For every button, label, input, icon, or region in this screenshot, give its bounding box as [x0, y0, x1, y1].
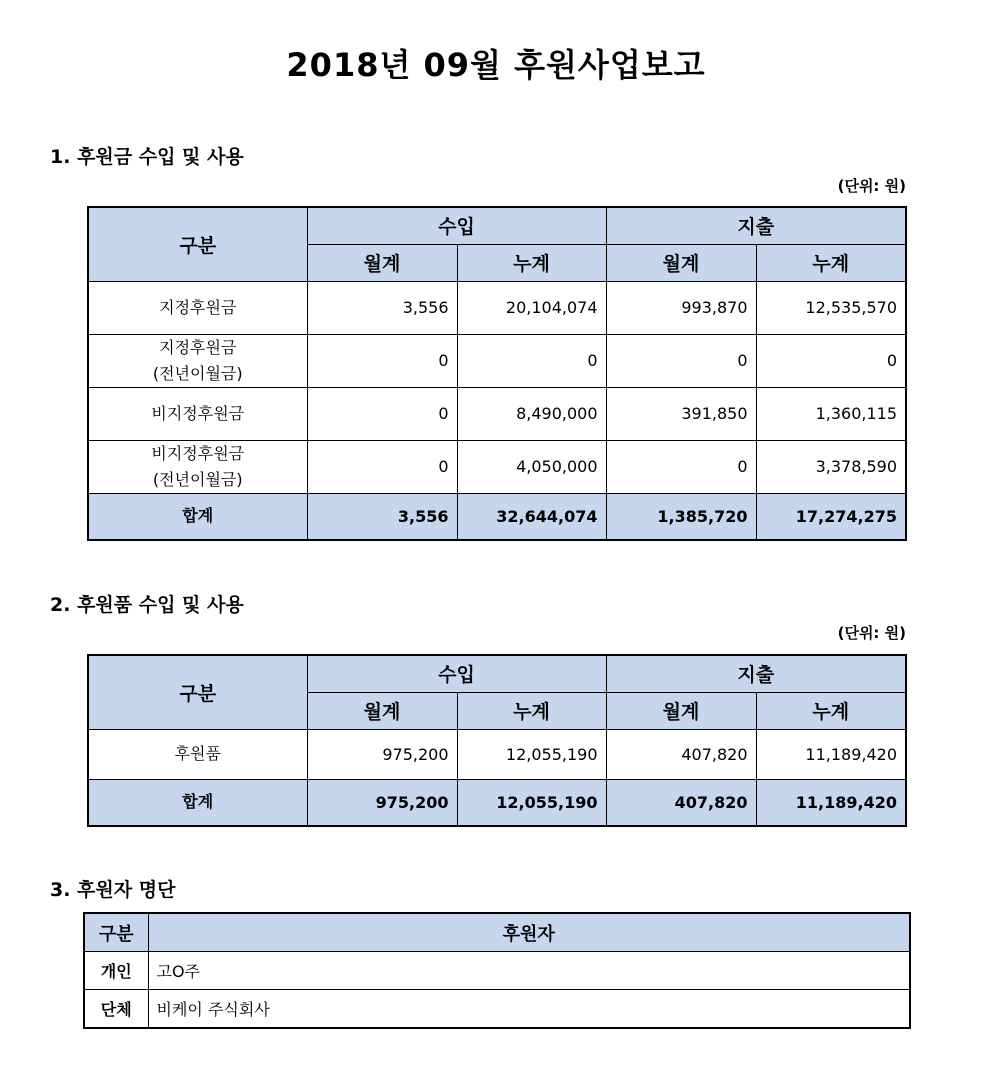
row-label: 비지정후원금 (전년이월금): [88, 440, 307, 493]
table-row: [88, 729, 906, 779]
donor-header-name: 후원자: [148, 913, 910, 952]
row-label: 지정후원금: [88, 281, 307, 334]
table-row: [88, 387, 906, 440]
cell-expense-cumulative: 3,378,590: [756, 440, 906, 493]
header-expense-monthly: 월계: [606, 244, 756, 281]
total-income-monthly: 3,556: [307, 493, 457, 540]
table-row: [84, 952, 910, 990]
table-row: [88, 334, 906, 387]
cell-income-monthly: 975,200: [307, 729, 457, 779]
section1-unit: (단위: 원): [837, 177, 906, 195]
header-income-monthly: 월계: [307, 244, 457, 281]
cell-expense-cumulative: 11,189,420: [756, 729, 906, 779]
table-row: [84, 990, 910, 1029]
header-income-cumulative: 누계: [457, 244, 606, 281]
section1-heading: 1. 후원금 수입 및 사용: [50, 146, 244, 168]
total-row: [88, 493, 906, 540]
section2-unit: (단위: 원): [837, 624, 906, 642]
total-expense-cumulative: 17,274,275: [756, 493, 906, 540]
header-expense-cumulative: 누계: [756, 692, 906, 729]
header-expense-monthly: 월계: [606, 692, 756, 729]
cell-expense-monthly: 993,870: [606, 281, 756, 334]
donation-goods-table: [87, 654, 907, 827]
header-expense: 지출: [606, 655, 906, 692]
total-income-cumulative: 12,055,190: [457, 779, 606, 826]
cell-income-cumulative: 8,490,000: [457, 387, 606, 440]
header-income: 수입: [307, 655, 606, 692]
cell-expense-monthly: 0: [606, 440, 756, 493]
section3-heading: 3. 후원자 명단: [50, 879, 176, 901]
cell-expense-cumulative: 12,535,570: [756, 281, 906, 334]
cell-income-monthly: 0: [307, 440, 457, 493]
total-row: [88, 779, 906, 826]
header-category: 구분: [88, 655, 307, 729]
donor-name: 비케이 주식회사: [148, 990, 910, 1029]
cell-income-cumulative: 4,050,000: [457, 440, 606, 493]
total-label: 합계: [88, 493, 307, 540]
total-expense-monthly: 407,820: [606, 779, 756, 826]
donor-header-category: 구분: [84, 913, 148, 952]
cell-income-cumulative: 20,104,074: [457, 281, 606, 334]
header-income: 수입: [307, 207, 606, 244]
page-title: 2018년 09월 후원사업보고: [286, 46, 706, 84]
cell-expense-cumulative: 1,360,115: [756, 387, 906, 440]
donor-list-table: [83, 912, 911, 1029]
header-category: 구분: [88, 207, 307, 281]
cell-expense-cumulative: 0: [756, 334, 906, 387]
header-income-cumulative: 누계: [457, 692, 606, 729]
cell-income-monthly: 3,556: [307, 281, 457, 334]
cell-expense-monthly: 0: [606, 334, 756, 387]
donor-type: 단체: [84, 990, 148, 1029]
row-label: 지정후원금 (전년이월금): [88, 334, 307, 387]
table-row: [88, 440, 906, 493]
row-label: 후원품: [88, 729, 307, 779]
donor-type: 개인: [84, 952, 148, 990]
total-income-cumulative: 32,644,074: [457, 493, 606, 540]
cell-income-cumulative: 0: [457, 334, 606, 387]
header-expense-cumulative: 누계: [756, 244, 906, 281]
total-expense-cumulative: 11,189,420: [756, 779, 906, 826]
section2-heading: 2. 후원품 수입 및 사용: [50, 594, 244, 616]
donor-name: 고O주: [148, 952, 910, 990]
header-income-monthly: 월계: [307, 692, 457, 729]
header-expense: 지출: [606, 207, 906, 244]
total-label: 합계: [88, 779, 307, 826]
cell-income-monthly: 0: [307, 334, 457, 387]
cell-expense-monthly: 407,820: [606, 729, 756, 779]
cell-income-cumulative: 12,055,190: [457, 729, 606, 779]
donation-money-table: [87, 206, 907, 541]
cell-expense-monthly: 391,850: [606, 387, 756, 440]
table-row: [88, 281, 906, 334]
cell-income-monthly: 0: [307, 387, 457, 440]
total-income-monthly: 975,200: [307, 779, 457, 826]
total-expense-monthly: 1,385,720: [606, 493, 756, 540]
row-label: 비지정후원금: [88, 387, 307, 440]
